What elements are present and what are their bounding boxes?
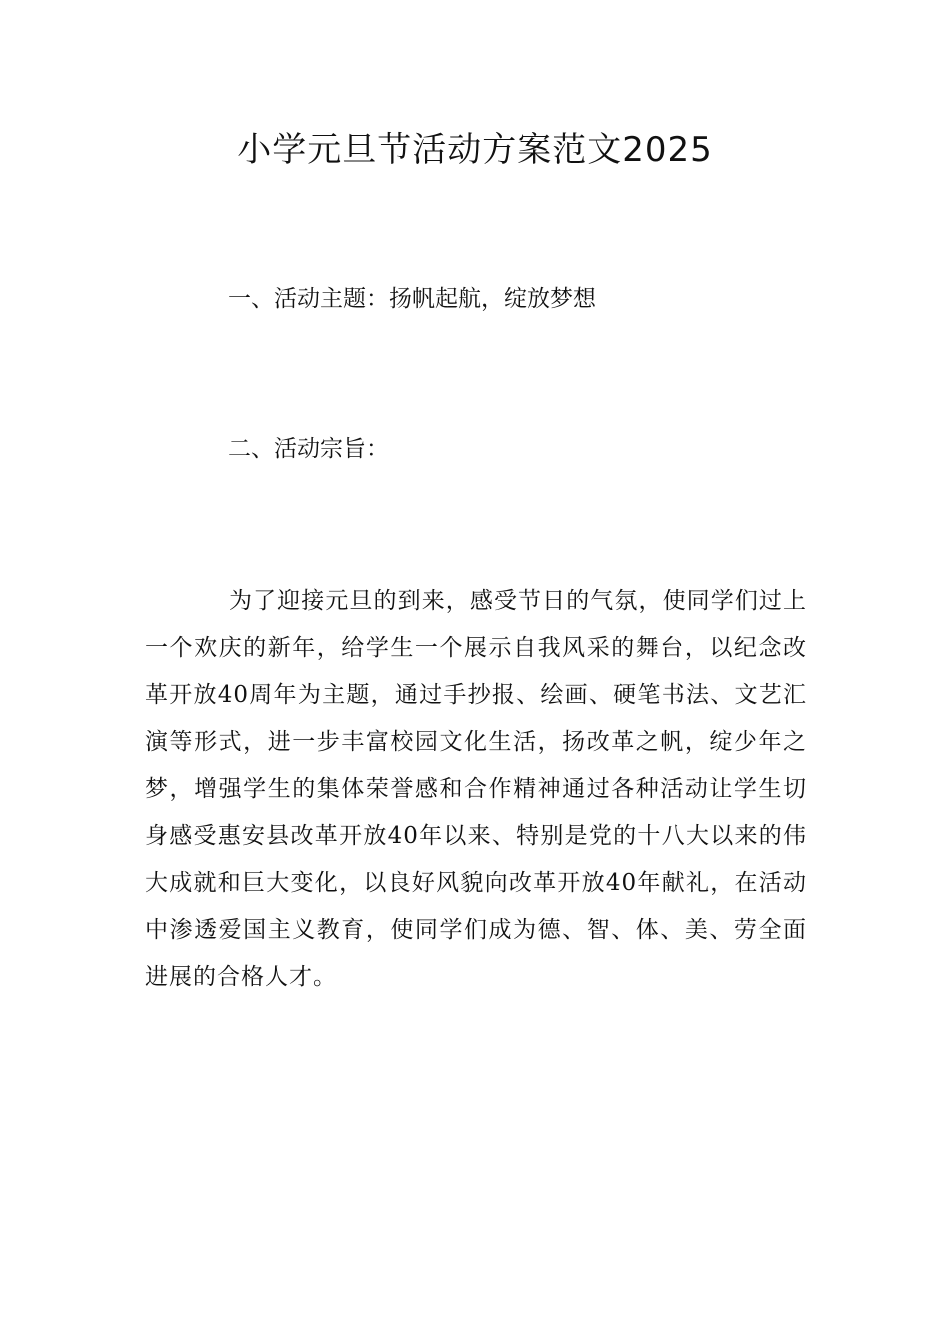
section-body-purpose: 为了迎接元旦的到来，感受节日的气氛，使同学们过上一个欢庆的新年，给学生一个展示自我风采的舞台，以纪念改革开放40周年为主题，通过手抄报、绘画、硬笔书法、文艺汇演等形式，进一步丰富校园文化生活，扬改革之帆，绽少年之梦，增强学生的集体荣誉感和合作精神通过各种活动让学生切身感受惠安县改革开放40年以来、特别是党的十八大以来的伟大成就和巨大变化，以良好风貌向改革开放40年献礼，在活动中渗透爱国主义教育，使同学们成为德、智、体、美、劳全面进展的合格人才。 <box>145 588 807 990</box>
page-title: 小学元旦节活动方案范文2025 <box>237 130 713 170</box>
section-heading-theme: 一、活动主题：扬帆起航，绽放梦想 <box>228 286 596 312</box>
section-heading-purpose: 二、活动宗旨： <box>228 436 389 462</box>
